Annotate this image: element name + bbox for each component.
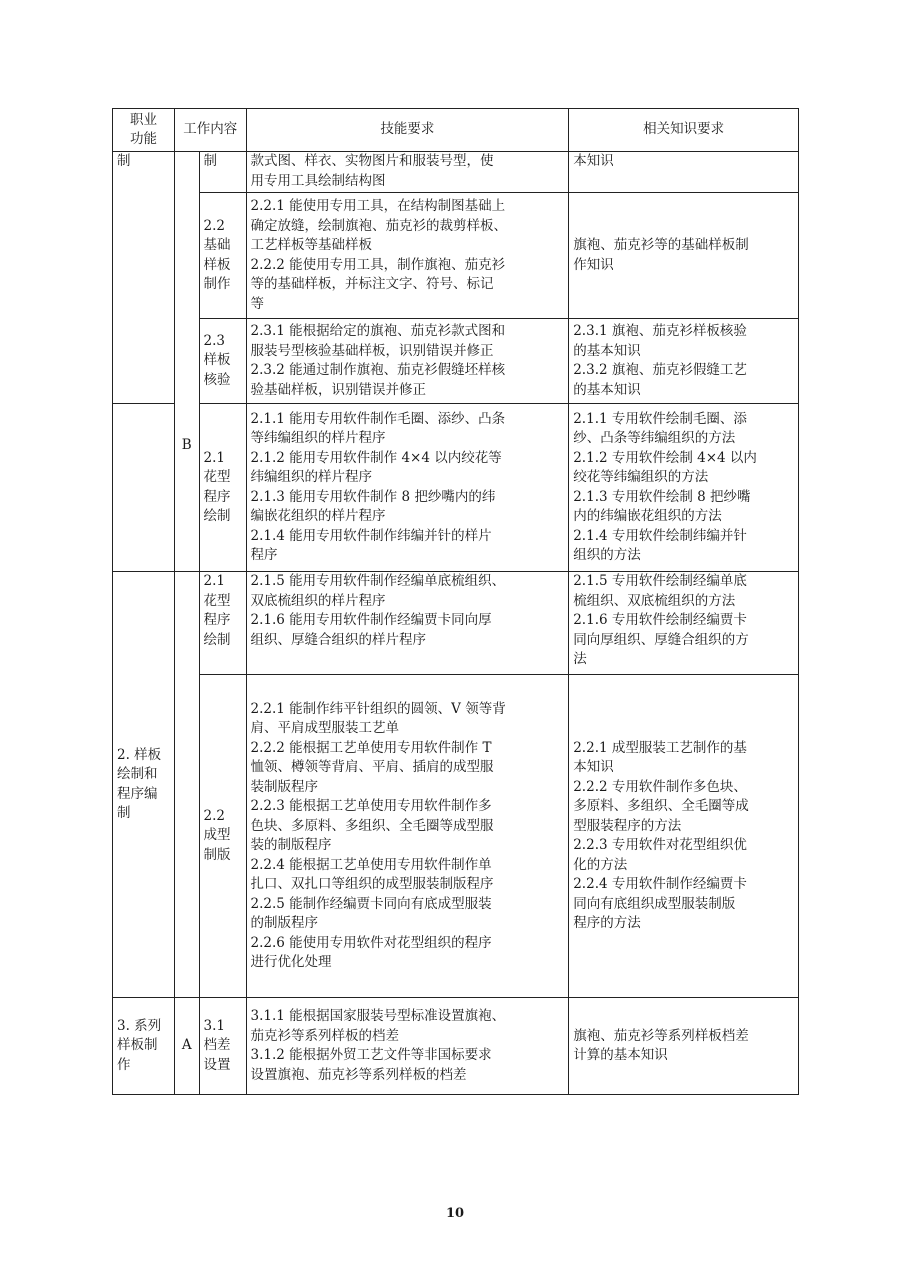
- text-line: 的基本知识: [573, 381, 641, 398]
- text-line: 2.1.1 能用专用软件制作毛圈、添纱、凸条: [250, 410, 506, 427]
- text-line: 用专用工具绘制结构图: [250, 172, 386, 189]
- text-line: 等纬编组织的样片程序: [250, 430, 386, 446]
- text-line: 2.1.1 专用软件绘制毛圈、添: [573, 410, 747, 427]
- header-function-line: 功能: [129, 131, 157, 147]
- text-line: 绘制: [203, 508, 231, 524]
- text-line: 2.1: [203, 449, 226, 466]
- text-line: 程序编: [117, 785, 158, 802]
- text-line: 样板制: [117, 1037, 158, 1054]
- text-line: 2.2.3 专用软件对花型组织优: [573, 837, 747, 853]
- text-line: 工艺样板等基础样板: [250, 237, 373, 253]
- text-line: 2.1.5 能用专用软件制作经编单底梳组织、: [250, 573, 506, 589]
- text-line: 色块、多原料、多组织、全毛圈等成型服: [250, 817, 494, 834]
- text-line: 进行优化处理: [250, 954, 332, 970]
- text-line: 2.1.2 能用专用软件制作 4×4 以内绞花等: [250, 449, 502, 466]
- knowledge-cell: [569, 572, 799, 675]
- text-line: 核验: [203, 371, 231, 388]
- skill-cell: [246, 675, 569, 998]
- text-line: 2.2: [203, 217, 226, 234]
- text-line: 2.3.1 能根据给定的旗袍、茄克衫款式图和: [250, 323, 506, 339]
- text-line: 本知识: [573, 759, 614, 775]
- content-cell: [199, 404, 246, 572]
- table-row: [113, 193, 799, 319]
- content-cell: 制: [199, 152, 246, 193]
- text-line: 2.2.1 能使用专用工具，在结构制图基础上: [250, 198, 506, 214]
- text-line: 2.1.4 专用软件绘制纬编并针: [573, 527, 747, 544]
- text-line: 程序的方法: [573, 915, 641, 931]
- text-line: 3. 系列: [117, 1017, 162, 1034]
- text-line: 制: [117, 805, 131, 821]
- skill-cell: [246, 572, 569, 675]
- knowledge-cell: [569, 319, 799, 404]
- text-line: 制版: [203, 846, 231, 863]
- text-line: 2.1.3 专用软件绘制 8 把纱嘴: [573, 488, 751, 505]
- text-line: 化的方法: [573, 856, 628, 873]
- text-line: 2.1.5 专用软件绘制经编单底: [573, 573, 747, 589]
- text-line: 确定放缝，绘制旗袍、茄克衫的裁剪样板、: [250, 217, 508, 234]
- text-line: 3.1: [203, 1017, 226, 1034]
- text-line: 2. 样板: [117, 746, 162, 763]
- text-line: 花型: [203, 469, 231, 485]
- text-line: 扎口、双扎口等组织的成型服装制版程序: [250, 876, 494, 892]
- skill-cell: [246, 319, 569, 404]
- text-line: 2.3.2 能通过制作旗袍、茄克衫假缝坯样核: [250, 362, 506, 378]
- text-line: 3.1.2 能根据外贸工艺文件等非国标要求: [250, 1047, 492, 1063]
- text-line: 2.1.6 能用专用软件制作经编贾卡同向厚: [250, 612, 492, 628]
- text-line: 作知识: [573, 256, 614, 273]
- text-line: 同向有底组织成型服装制版: [573, 895, 736, 912]
- page-number: 10: [445, 1206, 465, 1221]
- text-line: 2.2.2 能根据工艺单使用专用软件制作 T: [250, 739, 492, 756]
- text-line: 计算的基本知识: [573, 1047, 668, 1063]
- text-line: 双底梳组织的样片程序: [250, 592, 386, 609]
- text-line: 样板: [203, 256, 231, 273]
- text-line: 组织、厚缝合组织的样片程序: [250, 631, 427, 648]
- text-line: 2.1.4 能用专用软件制作纬编并针的样片: [250, 527, 492, 544]
- text-line: 成型: [203, 827, 231, 844]
- text-line: 等的基础样板，并标注文字、符号、标记: [250, 276, 494, 292]
- text-line: 本知识: [573, 153, 614, 169]
- text-line: 内的纬编嵌花组织的方法: [573, 508, 722, 524]
- function-cell-empty: [113, 404, 175, 572]
- text-line: 2.2.2 能使用专用工具，制作旗袍、茄克衫: [250, 256, 506, 273]
- text-line: 梳组织、双底梳组织的方法: [573, 592, 736, 609]
- text-line: 程序: [250, 547, 278, 563]
- header-function-line: 职业: [129, 111, 157, 128]
- header-knowledge: 相关知识要求: [569, 109, 799, 152]
- text-line: 纬编组织的样片程序: [250, 469, 373, 485]
- knowledge-cell: [569, 998, 799, 1095]
- knowledge-cell: [569, 193, 799, 319]
- text-line: 绘制和: [117, 766, 158, 782]
- text-line: 装的制版程序: [250, 837, 332, 853]
- text-line: 的制版程序: [250, 915, 319, 931]
- skill-requirements-table: [112, 108, 799, 1095]
- function-cell: 制: [113, 152, 175, 404]
- text-line: 2.2.4 能根据工艺单使用专用软件制作单: [250, 856, 492, 873]
- text-line: 服装号型核验基础样板，识别错误并修正: [250, 342, 494, 359]
- text-line: 设置: [203, 1056, 231, 1073]
- text-line: 绘制: [203, 631, 231, 648]
- text-line: 2.2.1 能制作纬平针组织的圆领、V 领等背: [250, 700, 506, 717]
- header-work-content: 工作内容: [174, 109, 246, 152]
- table-row: [113, 998, 799, 1095]
- level-cell: A: [174, 998, 199, 1095]
- text-line: 恤领、樽领等背肩、平肩、插肩的成型服: [250, 759, 494, 775]
- text-line: 作: [117, 1056, 131, 1073]
- text-line: 装制版程序: [250, 778, 319, 795]
- text-line: 2.1.2 专用软件绘制 4×4 以内: [573, 449, 757, 466]
- text-line: 旗袍、茄克衫等的基础样板制: [573, 237, 749, 253]
- text-line: 样板: [203, 352, 231, 369]
- table-row: [113, 572, 799, 675]
- text-line: 肩、平肩成型服装工艺单: [250, 720, 400, 736]
- content-cell: [199, 319, 246, 404]
- skill-cell: [246, 152, 569, 193]
- text-line: 款式图、样衣、实物图片和服装号型，使: [250, 153, 494, 169]
- text-line: 2.3.1 旗袍、茄克衫样板核验: [573, 323, 747, 339]
- content-cell: [199, 675, 246, 998]
- header-skill: 技能要求: [246, 109, 569, 152]
- text-line: 同向厚组织、厚缝合组织的方: [573, 631, 749, 648]
- knowledge-cell: [569, 152, 799, 193]
- level-cell: [174, 152, 199, 572]
- content-cell: [199, 998, 246, 1095]
- table-row: [113, 152, 799, 193]
- text-line: 的基本知识: [573, 342, 641, 359]
- text-line: 2.1.3 能用专用软件制作 8 把纱嘴内的纬: [250, 488, 496, 505]
- text-line: 3.1.1 能根据国家服装号型标准设置旗袍、: [250, 1008, 506, 1024]
- text-line: 等: [250, 295, 265, 312]
- skill-cell: [246, 193, 569, 319]
- text-line: 茄克衫等系列样板的档差: [250, 1027, 400, 1044]
- text-line: 2.3.2 旗袍、茄克衫假缝工艺: [573, 362, 747, 378]
- knowledge-cell: [569, 675, 799, 998]
- content-cell: [199, 572, 246, 675]
- text-line: 型服装程序的方法: [573, 817, 682, 834]
- text-line: 绞花等纬编组织的方法: [573, 469, 709, 485]
- text-line: 2.2.6 能使用专用软件对花型组织的程序: [250, 934, 492, 951]
- header-row: [113, 109, 799, 152]
- text-line: 2.2.4 专用软件制作经编贾卡: [573, 876, 747, 892]
- text-line: 旗袍、茄克衫等系列样板档差: [573, 1027, 749, 1044]
- text-line: 花型: [203, 592, 231, 609]
- text-line: 程序: [203, 488, 231, 505]
- text-line: 组织的方法: [573, 547, 641, 563]
- text-line: 2.1: [203, 573, 226, 589]
- text-line: 2.2.5 能制作经编贾卡同向有底成型服装: [250, 895, 492, 912]
- function-cell: [113, 998, 175, 1095]
- text-line: 多原料、多组织、全毛圈等成: [573, 798, 749, 814]
- table-row: [113, 319, 799, 404]
- text-line: 档差: [203, 1037, 231, 1054]
- text-line: 2.1.6 专用软件绘制经编贾卡: [573, 612, 747, 628]
- text-line: 2.2.3 能根据工艺单使用专用软件制作多: [250, 798, 492, 814]
- table-row: [113, 675, 799, 998]
- level-cell-empty: [174, 572, 199, 998]
- skill-cell: [246, 404, 569, 572]
- table-row: [113, 404, 799, 572]
- text-line: 验基础样板，识别错误并修正: [250, 381, 427, 398]
- text-line: 基础: [203, 237, 231, 253]
- text-line: 制作: [203, 276, 231, 292]
- text-line: 法: [573, 651, 587, 667]
- text-line: 纱、凸条等纬编组织的方法: [573, 430, 736, 446]
- text-line: 2.2: [203, 807, 226, 824]
- text-line: 设置旗袍、茄克衫等系列样板的档差: [250, 1066, 467, 1083]
- text-line: 2.3: [203, 332, 226, 349]
- level-label: B: [181, 436, 192, 453]
- text-line: 程序: [203, 612, 231, 628]
- skill-cell: [246, 998, 569, 1095]
- knowledge-cell: [569, 404, 799, 572]
- header-function: [113, 109, 175, 152]
- text-line: 编嵌花组织的样片程序: [250, 508, 386, 524]
- text-line: 2.2.2 专用软件制作多色块、: [573, 778, 747, 795]
- content-cell: [199, 193, 246, 319]
- text-line: 2.2.1 成型服装工艺制作的基: [573, 739, 747, 756]
- function-cell: [113, 572, 175, 998]
